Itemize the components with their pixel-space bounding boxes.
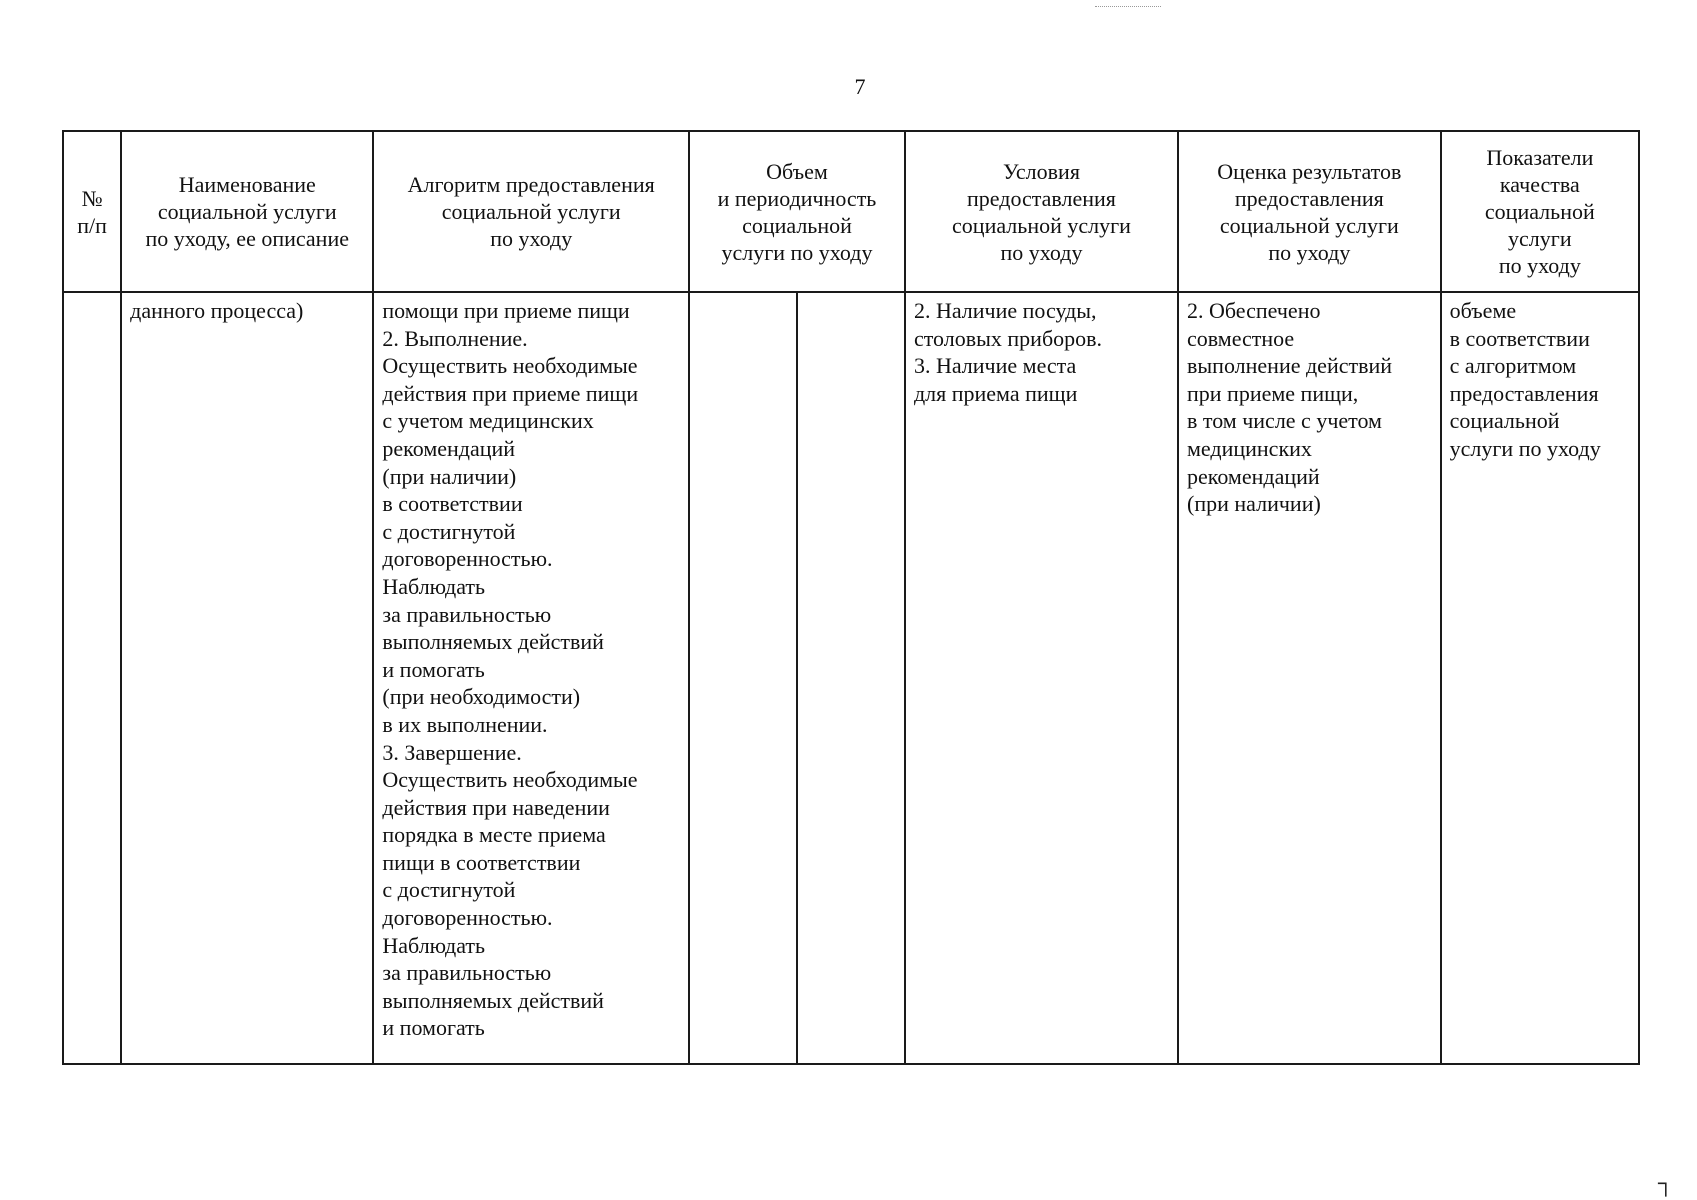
cell-volume-right: [798, 293, 904, 1063]
header-line: социальной: [742, 212, 852, 238]
cell-line: (при наличии): [382, 463, 517, 489]
handwritten-mark: ┐: [1658, 1170, 1674, 1195]
header-line: и периодичность: [717, 185, 877, 211]
cell-line: пищи в соответствии: [382, 849, 581, 875]
services-table: [62, 130, 1640, 1065]
header-line: социальной услуги: [157, 199, 337, 224]
cell-line: 2. Обеспечено: [1187, 298, 1321, 323]
page-number: 7: [854, 74, 866, 99]
header-line: по уходу: [1268, 239, 1351, 265]
cell-line: 3. Завершение.: [382, 739, 522, 765]
cell-line: столовых приборов.: [913, 325, 1103, 351]
cell-line: 2. Наличие посуды,: [913, 298, 1097, 323]
header-line: Объем: [766, 158, 828, 184]
cell-line: в их выполнении.: [382, 711, 548, 737]
cell-conditions: [905, 292, 1178, 1064]
cell-line: за правильностью: [382, 601, 552, 627]
cell-line: Осуществить необходимые: [382, 353, 638, 379]
cell-line: медицинских: [1187, 435, 1312, 461]
header-quality: [1441, 131, 1639, 292]
cell-volume-left: [690, 293, 798, 1063]
cell-algorithm: [373, 292, 689, 1064]
cell-line: для приема пищи: [913, 380, 1078, 406]
header-evaluation: [1178, 131, 1441, 292]
header-service-name: [121, 131, 373, 292]
header-line: социальной услуги: [952, 212, 1131, 238]
cell-line: предоставления: [1449, 380, 1599, 406]
cell-line: помощи при приеме пищи: [382, 298, 630, 323]
header-line: Показатели: [1486, 145, 1594, 170]
cell-line: объеме: [1449, 298, 1517, 323]
cell-line: порядка в месте приема: [382, 822, 606, 848]
cell-volume: [689, 292, 905, 1064]
cell-line: в соответствии: [1449, 325, 1590, 351]
header-line: предоставления: [967, 185, 1116, 211]
cell-line: Наблюдать: [382, 573, 486, 599]
cell-line: рекомендаций: [1187, 463, 1320, 489]
cell-line: выполняемых действий: [382, 987, 604, 1013]
cell-line: социальной: [1449, 408, 1560, 434]
header-line: Оценка результатов: [1217, 158, 1402, 184]
header-conditions: [905, 131, 1178, 292]
cell-line: в соответствии: [382, 491, 523, 517]
cell-line: договоренностью.: [382, 546, 553, 572]
header-line: социальной услуги: [441, 199, 621, 224]
header-line: по уходу: [1498, 253, 1581, 278]
header-line: социальной: [1484, 199, 1595, 224]
cell-line: с алгоритмом: [1449, 353, 1577, 379]
header-line: п/п: [77, 212, 107, 238]
cell-line: выполнение действий: [1187, 353, 1393, 379]
cell-line: действия при наведении: [382, 794, 610, 820]
header-line: предоставления: [1234, 185, 1384, 211]
cell-line: рекомендаций: [382, 435, 516, 461]
scan-mark: [1095, 6, 1161, 7]
cell-line: при приеме пищи,: [1187, 380, 1359, 406]
cell-line: с достигнутой: [382, 518, 516, 544]
header-line: услуги: [1508, 226, 1572, 251]
cell-line: действия при приеме пищи: [382, 380, 639, 406]
header-line: услуги по уходу: [721, 239, 873, 265]
header-line: качества: [1499, 172, 1580, 197]
header-line: Условия: [1002, 158, 1080, 184]
cell-line: и помогать: [382, 1015, 485, 1041]
cell-line: Наблюдать: [382, 932, 486, 958]
cell-line: и помогать: [382, 656, 485, 682]
cell-line: услуги по уходу: [1449, 435, 1601, 461]
header-line: №: [81, 185, 103, 211]
cell-line: с учетом медицинских: [382, 408, 594, 434]
cell-number: [63, 292, 121, 1064]
header-line: по уходу: [1000, 239, 1083, 265]
header-line: Алгоритм предоставления: [407, 172, 655, 197]
cell-line: выполняемых действий: [382, 629, 604, 655]
cell-line: 2. Выполнение.: [382, 325, 528, 351]
cell-line: с достигнутой: [382, 877, 516, 903]
cell-line: договоренностью.: [382, 905, 553, 931]
header-algorithm: [373, 131, 689, 292]
cell-line: за правильностью: [382, 960, 552, 986]
table-header-row: [63, 131, 1639, 292]
cell-service-name: [121, 292, 373, 1064]
header-line: по уходу: [490, 226, 573, 251]
header-line: по уходу, ее описание: [145, 226, 349, 251]
cell-line: (при наличии): [1187, 491, 1321, 517]
cell-line: в том числе с учетом: [1187, 408, 1382, 434]
cell-line: Осуществить необходимые: [382, 767, 638, 793]
cell-line: совместное: [1187, 325, 1295, 351]
cell-line: 3. Наличие места: [913, 353, 1077, 379]
cell-evaluation: [1178, 292, 1441, 1064]
cell-quality: [1441, 292, 1639, 1064]
header-line: социальной услуги: [1219, 212, 1399, 238]
header-number: [63, 131, 121, 292]
cell-line: данного процесса): [130, 298, 304, 323]
header-volume: [689, 131, 905, 292]
table-row: [63, 292, 1639, 1064]
header-line: Наименование: [178, 172, 316, 197]
cell-line: (при необходимости): [382, 684, 581, 710]
